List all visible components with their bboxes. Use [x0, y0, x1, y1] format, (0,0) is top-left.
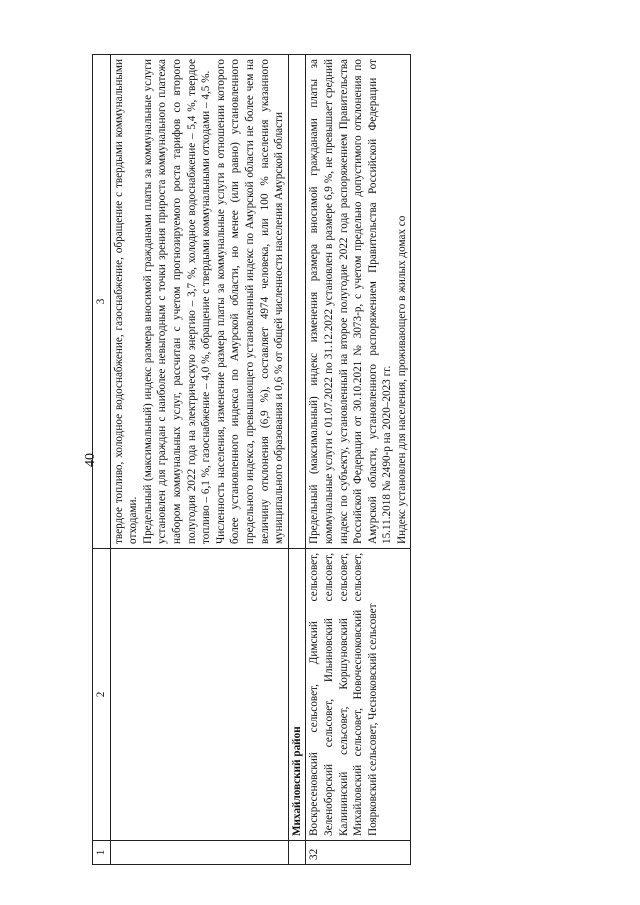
- row-settlements: Воскресеновский сельсовет, Димский сельсовет, Зеленоборский сельсовет, Ильиновский сельсовет, Калининский сельсовет, Коршуновский сельсовет, Михайловский сельсовет, Новочесноковский сельсовет, Поярковский сельсовет, Чесноковский сельсовет: [306, 549, 411, 841]
- continuation-text-cell: [110, 55, 288, 549]
- table-header-row: [93, 55, 111, 865]
- district-name: Михайловский район: [288, 549, 306, 841]
- row32-paragraph-2: Индекс установлен для населения, проживающего в жилых домах со: [395, 215, 408, 544]
- continuation-row: [110, 55, 288, 865]
- row-number: 32: [306, 841, 411, 865]
- rotated-page: [80, 55, 620, 865]
- row-text-cell: [306, 55, 411, 549]
- page-number: 40: [83, 453, 98, 467]
- district-number-cell: [288, 841, 306, 865]
- header-col-1: 1: [93, 841, 111, 865]
- continuation-settlements-cell: [110, 549, 288, 841]
- continuation-number-cell: [110, 841, 288, 865]
- continuation-paragraph-3: Численность населения, изменение размера платы за коммунальные услуги в отношении которого более установленного индекса по Амурской области, но менее (или равно) установленного предельного индекса, превышающего установленный индекс по Амурской области не более чем на величину отклонения (6,9 %), составляет 4974 человека, или 100 % населения указанного муниципального образования и 0,6 % от общей численности населения Амурской области: [214, 59, 286, 544]
- row32-paragraph-1: Предельный (максимальный) индекс изменения размера вносимой гражданами платы за коммунальные услуги с 01.07.2022 по 31.12.2022 установлен в размере 6,9 %, не превышает средний индекс по субъекту, установленный на второе полугодие 2022 года распоряжением Правительства Российской Федерации от 30.10.2021 № 3073-р, с учетом предельно допустимого отклонения по Амурской области, установленного распоряжением Правительства Российской Федерации от 15.11.2018 № 2490-р на 2020–2023 гг.: [308, 59, 394, 544]
- header-col-3: 3: [93, 55, 111, 549]
- district-text-cell: [288, 55, 306, 549]
- continuation-paragraph-2: Предельный (максимальный) индекс размера вносимой гражданами платы за коммунальные услуги установлен для граждан с наиболее невыгодным с точки зрения прироста коммунального платежа набором коммунальных услуг, рассчитан с учетом прогнозируемого роста тарифов со второго полугодия 2022 года на электрическую энергию – 3,7 %, холодное водоснабжение – 5,4 %, твердое топливо – 6,1 %, газоснабжение – 4,0 %, обращение с твердыми коммунальными отходами – 4,5 %.: [141, 59, 213, 544]
- header-col-2: 2: [93, 549, 111, 841]
- index-table: [92, 54, 411, 865]
- district-row: [288, 55, 306, 865]
- continuation-paragraph-1: твердое топливо, холодное водоснабжение, газоснабжение, обращение с твердыми коммунальными отходами.: [112, 59, 140, 544]
- table-row-32: [306, 55, 411, 865]
